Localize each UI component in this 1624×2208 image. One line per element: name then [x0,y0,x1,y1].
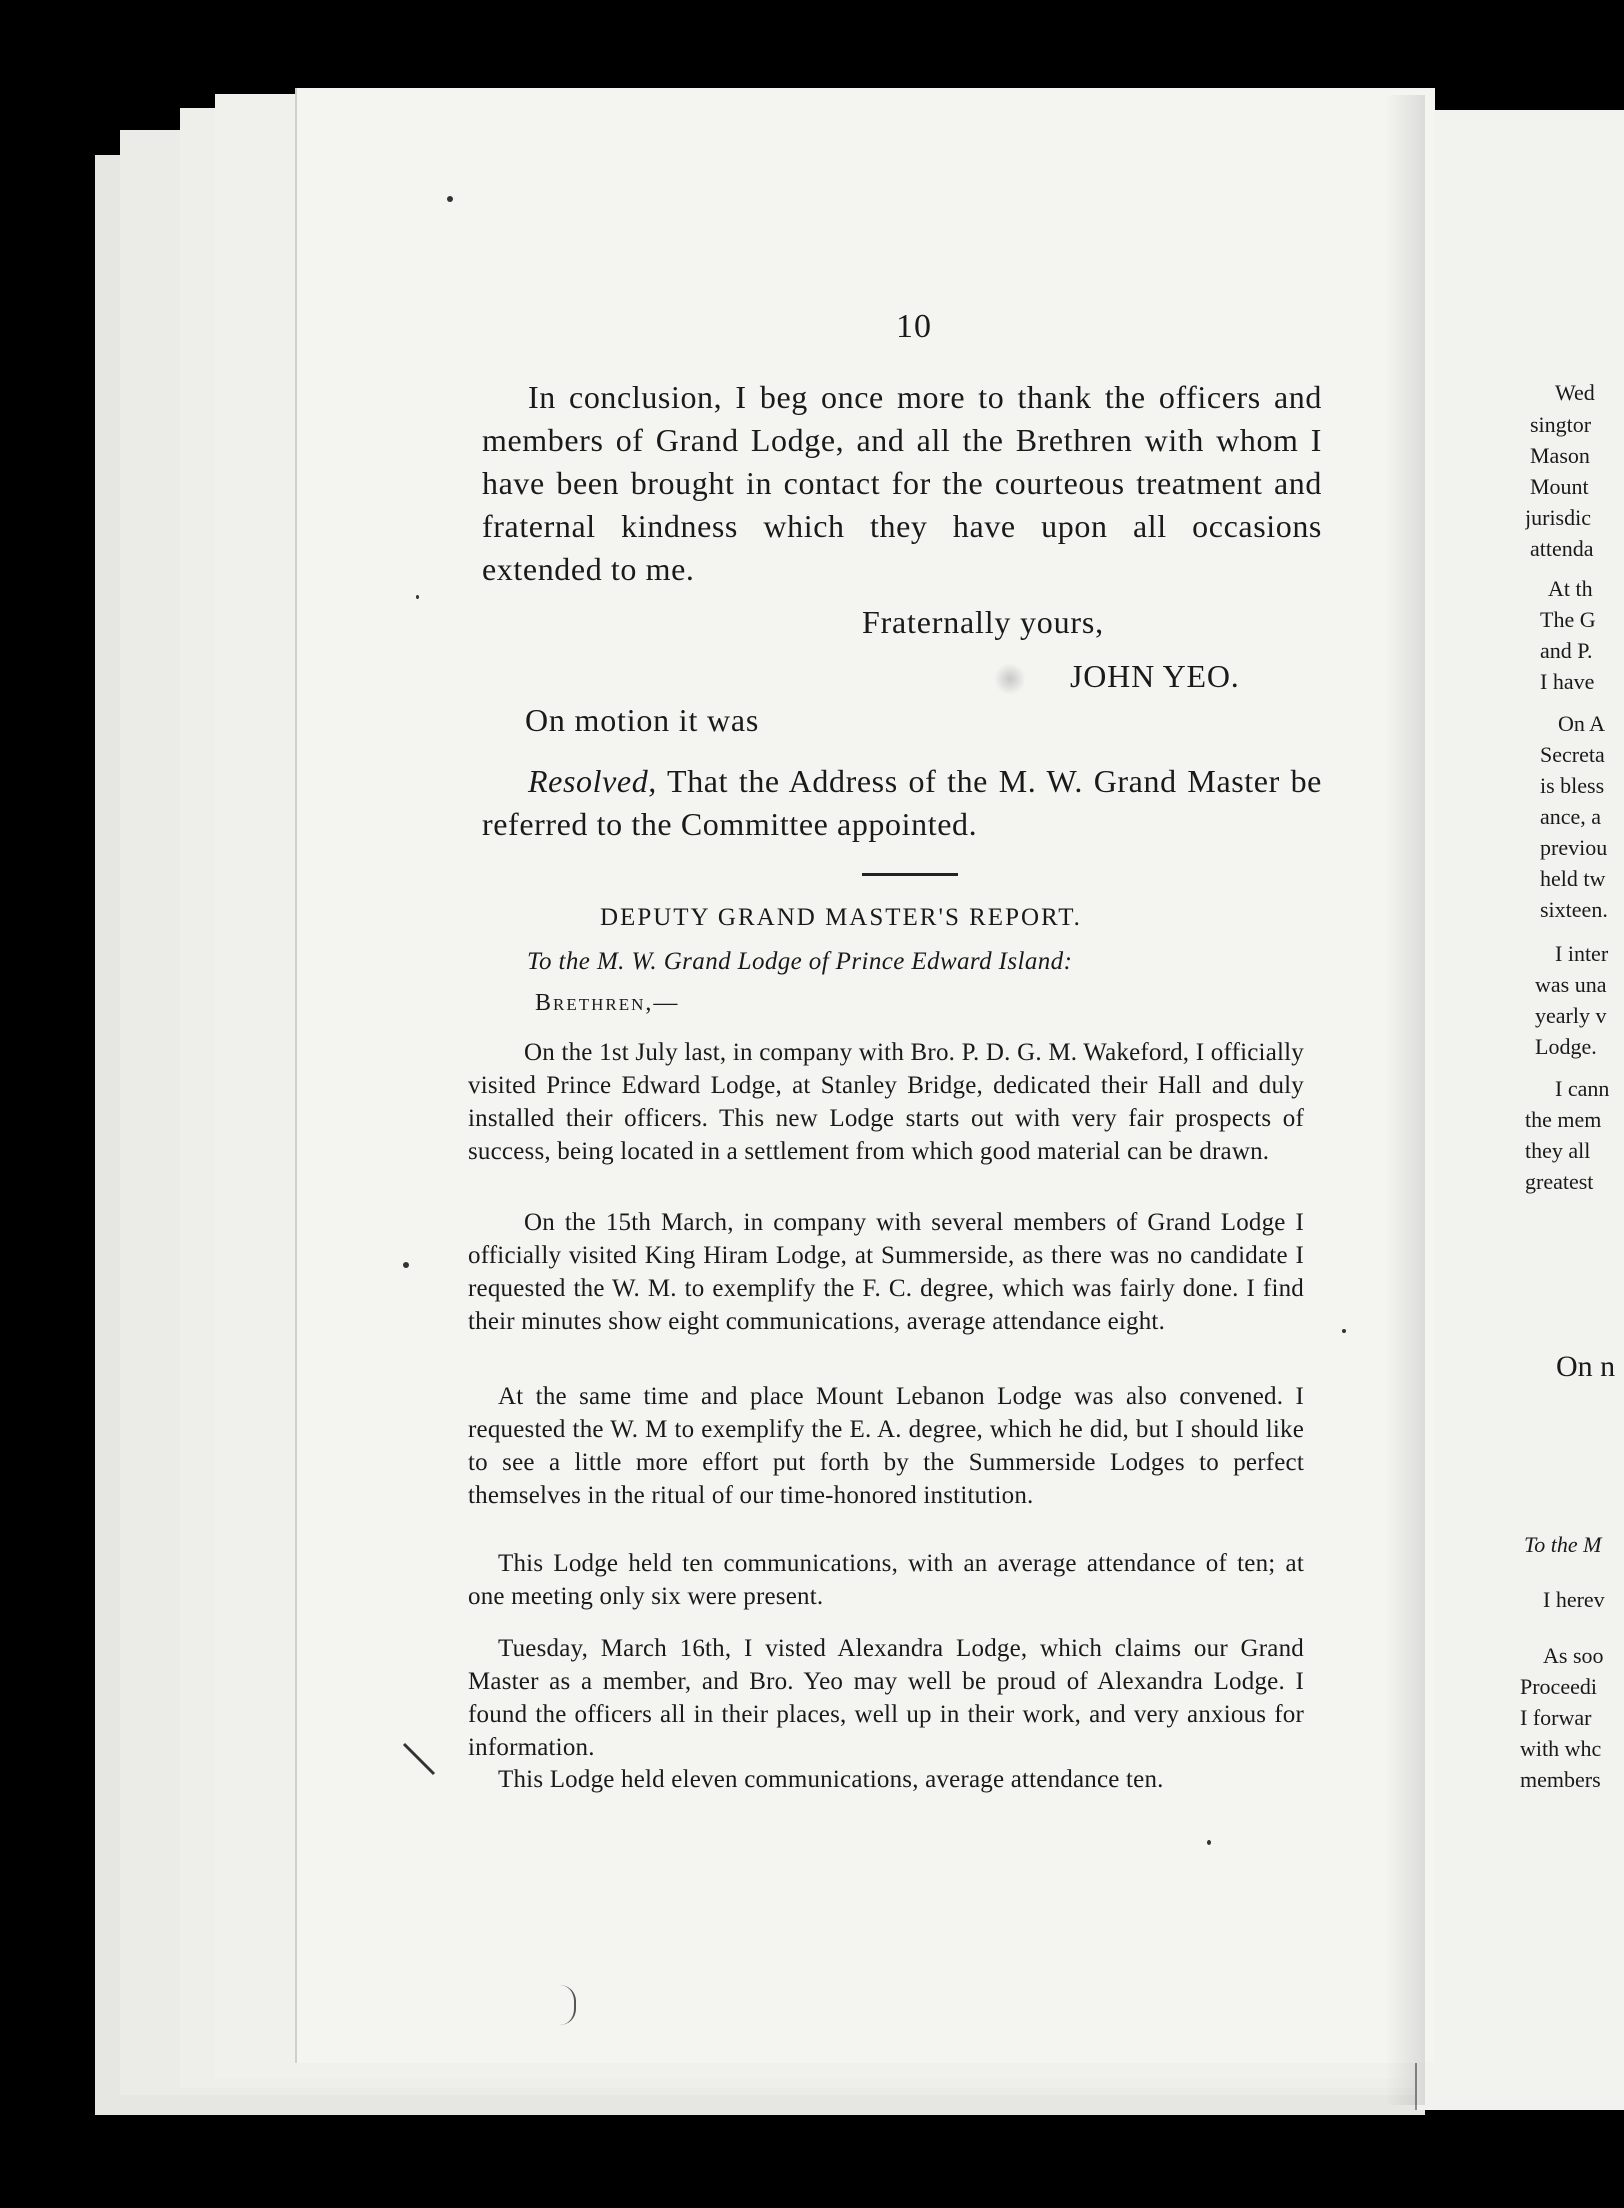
facing-line: I have [1540,669,1595,694]
facing-line: I herev [1543,1587,1605,1612]
valediction: Fraternally yours, [862,604,1104,640]
facing-line: Lodge. [1535,1034,1597,1059]
facing-line: jurisdic [1525,505,1591,530]
facing-line: I inter [1555,941,1609,966]
facing-line: ance, a [1540,804,1602,829]
facing-line: greatest [1525,1169,1594,1194]
facing-line: As soo [1543,1643,1604,1668]
facing-heading: On n [1556,1350,1616,1383]
motion-text: On motion it was [525,702,760,738]
resolution-paragraph [482,760,1322,846]
report-paragraph: On the 15th March, in company with several members of Grand Lodge I officially visited King Hiram Lodge, at Summerside, as there was no candidate I requested the W. M. to exemplify the F. C. degree, which was fairly done. I find their minutes show eight communications, average attendance eight. [468,1209,1304,1335]
facing-line: Wed [1555,380,1595,405]
facing-line: Proceedi [1520,1674,1597,1699]
facing-line: sixteen. [1540,897,1608,922]
report-paragraph: This Lodge held ten communications, with an average attendance of ten; at one meeting only six were present. [468,1550,1304,1610]
facing-line: is bless [1540,773,1605,798]
facing-line: singtor [1530,412,1592,437]
speck [1207,1840,1211,1845]
conclusion-paragraph: In conclusion, I beg once more to thank the officers and members of Grand Lodge, and all the Brethren with whom I have been brought in contact for the courteous treatment and fraternal kindness which they have upon all occasions extended to me. [482,379,1322,587]
page-fold-shadow [1385,95,1425,2105]
page-edge-line [295,88,297,2063]
facing-line: I forwar [1520,1705,1592,1730]
page-number: 10 [896,308,932,345]
report-paragraph: At the same time and place Mount Lebanon Lodge was also convened. I requested the W. M to exemplify the E. A. degree, which he did, but I should like to see a little more effort put forth by the Summerside Lodges to perfect themselves in the ritual of our time-honored institution. [468,1383,1304,1509]
facing-line: was una [1535,972,1607,997]
report-salutation: Brethren,— [535,990,680,1016]
facing-line: yearly v [1535,1003,1607,1028]
report-paragraph: On the 1st July last, in company with Bro. P. D. G. M. Wakeford, I officially visited Prince Edward Lodge, at Stanley Bridge, dedicated their Hall and duly installed their officers. This new Lodge starts out with very fair prospects of success, being located in a settlement from which good material can be drawn. [468,1039,1304,1165]
resolved-keyword: Resolved, [528,763,657,799]
speck [1342,1329,1346,1333]
report-addressee: To the M. W. Grand Lodge of Prince Edward Island: [527,948,1073,975]
speck [447,196,453,202]
facing-line: and P. [1540,638,1593,663]
facing-line: the mem [1525,1107,1602,1132]
ink-blot [995,662,1025,696]
facing-line: with whc [1520,1736,1602,1761]
facing-line: The G [1540,607,1596,632]
facing-line: Mason [1530,443,1590,468]
facing-line: Secreta [1540,742,1605,767]
facing-line: Mount [1530,474,1589,499]
facing-line: they all [1525,1138,1591,1163]
report-paragraph: Tuesday, March 16th, I visted Alexandra Lodge, which claims our Grand Master as a member, and Bro. Yeo may well be proud of Alexandra Lodge. I found the officers all in their places, well up in their work, and very anxious for information. [468,1635,1304,1761]
facing-line: At th [1548,576,1593,601]
facing-line: On A [1558,711,1606,736]
facing-italic-line: To the M [1524,1532,1602,1557]
facing-line: held tw [1540,866,1606,891]
report-title: DEPUTY GRAND MASTER'S REPORT. [600,904,1082,931]
facing-line: attenda [1530,536,1594,561]
speck [416,595,419,599]
facing-line: previou [1540,835,1608,860]
speck [403,1262,409,1268]
facing-line: members [1520,1767,1601,1792]
stray-mark [400,1740,440,1780]
report-paragraph: This Lodge held eleven communications, average attendance ten. [498,1766,1164,1793]
section-divider [862,873,958,876]
resolution-text: That the Address of the M. W. Grand Master be referred to the Committee appointed. [482,763,1322,842]
facing-line: I cann [1555,1076,1610,1101]
signature: JOHN YEO. [1070,658,1240,694]
